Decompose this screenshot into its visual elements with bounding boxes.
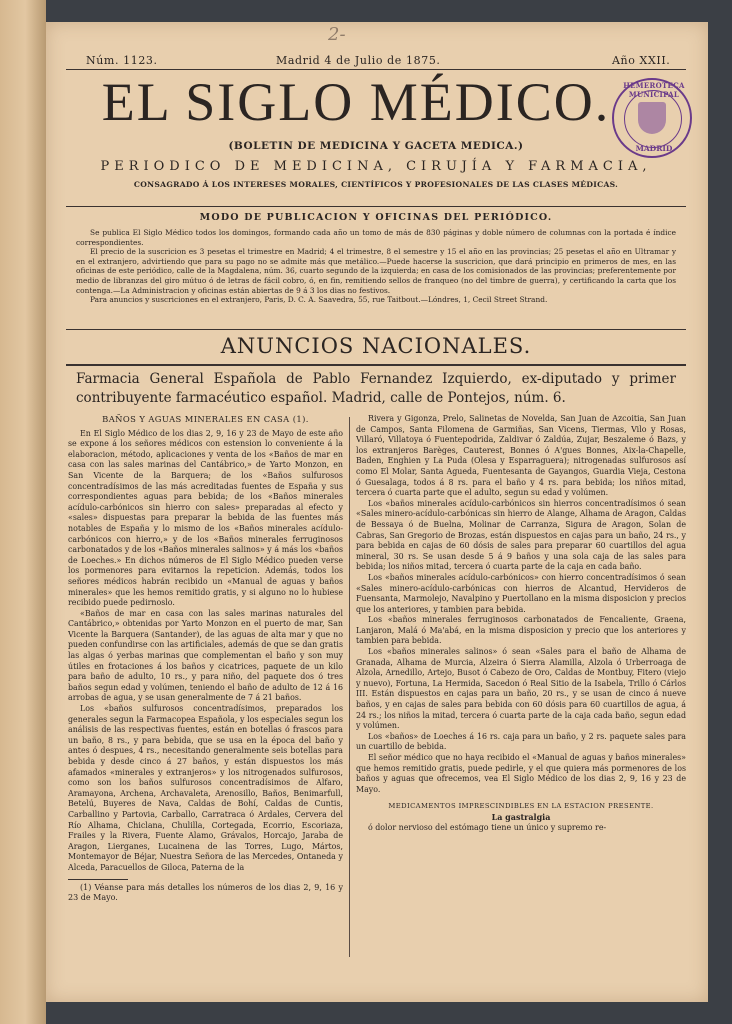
right-column	[356, 414, 686, 974]
coat-of-arms-icon	[638, 102, 666, 134]
modo-paragraph: El precio de la suscricion es 3 pesetas el trimestre en Madrid; 4 el trimestre, 8 el semestre y 15 el año en las provincias; 25 pesetas el año en Ultramar y en el extranjero, advirtiendo que para su pago no se admite más que metálico.—Puede hacerse la suscricion, que dará principio en primeros de mes, en las oficinas de este periódico, calle de la Magdalena, núm. 36, cuarto segundo de la izquierda; en casa de los comisionados de las provincias; preferentemente por medio de libranzas del giro mútuo ó de letras de fácil cobro, ó, en fin, remitiendo sellos de franqueo (no del timbre de guerra), y certificando la carta que los contenga.—La Administracion y oficinas están abiertas de 9 á 3 los dias no festivos.	[76, 247, 676, 295]
modo-paragraph: Se publica El Siglo Médico todos los domingos, formando cada año un tomo de más de 830 páginas y doble número de columnas con la portada é índice correspondientes.	[76, 228, 676, 247]
modo-section	[76, 228, 676, 305]
pharmacy-advert: Farmacia General Española de Pablo Fernandez Izquierdo, ex-diputado y primer contribuyente farmacéutico español. Madrid, calle de Pontejos, núm. 6.	[76, 371, 676, 406]
masthead-subtitle: (BOLETIN DE MEDICINA Y GACETA MEDICA.)	[228, 140, 524, 152]
masthead-dedication: CONSAGRADO Á LOS INTERESES MORALES, CIENTÍFICOS Y PROFESIONALES DE LAS CLASES MÉDICAS.	[133, 180, 619, 189]
stamp-text-bottom: MADRID	[635, 144, 673, 153]
issue-date: Madrid 4 de Julio de 1875.	[276, 54, 441, 67]
column-paragraph: En El Siglo Médico de los dias 2, 9, 16 y 23 de Mayo de este año se expone á los señores médicos con estension lo conveniente á la elaboracion, método, aplicaciones y venta de los «Baños de mar en casa con las sales marinas del Cantábrico,» de Yarto Monzon, en San Vicente de la Barquera; de los «Baños sulfurosos concentradísimos de las más acreditadas fuentes de España y sus correspondientes aguas para bebida; de los «Baños minerales acídulo-carbónicos sin hierro con sales» preparadas al efecto y «sales» dispuestas para preparar la bebida de las fuentes más notables de España y lo mismo de los «Baños minerales acídulo-carbónicos con hierro,» y de los «Baños minerales ferruginosos carbonatados y de los «Baños minerales salinos» y á más los «baños de Loeches.» En dichos números de El Siglo Médico pueden verse los pormenores para evitarnos la repeticion. Además, todos los señores médicos habrán recibido un «Manual de aguas y baños minerales» que les hemos remitido gratis, y si alguno no lo hubiese recibido puede pedirnoslo.	[68, 428, 343, 608]
column-paragraph: Los «baños sulfurosos concentradísimos, preparados los generales segun la Farmacopea Española, y los especiales segun los análisis de las respectivas fuentes, están en botellas ó frascos para un baño, 8 rs., y para bebida, que se usa en la época del baño y antes ó despues, 4 rs., necesitando generalmente seis botellas para bebida y desde cinco á 27 baños, y están dispuestos los más afamados «minerales y extranjeros» y los nitrogenados sulfurosos, como son los baños sulfurosos concentradísimos de Alfaro, Aramayona, Archena, Archavaleta, Arenosillo, Baños, Benimarfull, Betelú, Buyeres de Nava, Caldas de Bohí, Caldas de Cuntis, Carballino y Partovia, Carballo, Carratraca ó Ardales, Cervera del Río Alhama, Chiclana, Chulilla, Cortegada, Ecorrio, Escoriaza, Frailes y la Rivera, Fuente Alamo, Grávalos, Horcajo, Jaraba de Aragon, Lierganes, Lucainena de las Torres, Lugo, Mártos, Montemayor de Béjar, Nuestra Señora de las Mercedes, Ontaneda y Alceda, Paracuellos de Giloca, Paterna de la	[68, 704, 343, 872]
column-divider	[349, 417, 350, 957]
issue-number: Núm. 1123.	[86, 54, 158, 67]
medicines-subheading: La gastralgia	[491, 811, 551, 822]
newspaper-page	[46, 22, 708, 1002]
column-paragraph: Los «baños minerales ferruginosos carbonatados de Fencaliente, Graena, Lanjaron, Malá ó Ma'abá, en la misma disposicion y precio que los anteriores y tambien para bebida.	[356, 615, 686, 646]
column-paragraph: ó dolor nervioso del estómago tiene un único y supremo re-	[368, 822, 607, 832]
stamp-text-top: HEMEROTECA MUNICIPAL	[623, 81, 685, 99]
modo-top-rule	[66, 206, 686, 207]
modo-heading: MODO DE PUBLICACION Y OFICINAS DEL PERIÓDICO.	[199, 212, 553, 223]
modo-bottom-rule	[66, 329, 686, 330]
modo-paragraph: Para anuncios y suscriciones en el extranjero, Paris, D. C. A. Saavedra, 55, rue Taitbout.—Lóndres, 1, Cecil Street Strand.	[90, 295, 548, 305]
issue-year: Año XXII.	[612, 54, 671, 67]
column-paragraph: Los «baños» de Loeches á 16 rs. caja para un baño, y 2 rs. paquete sales para un cuartillo de bebida.	[356, 731, 686, 752]
column-paragraph: Rivera y Gigonza, Prelo, Salinetas de Novelda, San Juan de Azcoitia, San Juan de Campos, Santa Filomena de Garmiñas, San Vicens, Tiermas, Vilo y Rosas, Villaró, Villatoya ó Fuentepodrida, Zaldivar ó Zaldúa, Zujar, Beszaleme ó Bazs, y los extranjeros Barèges, Cauterest, Bonnes ó A'gues Bonnes, Aix-la-Chapelle, Baden, Enghien y La Puda (Olesa y Esparraguera); nitrogenadas sulfurosos así como El Molar, Santa Agueda, Fuentesanta de Gayangos, Guardia Vieja, Cestona ó Guesalaga, todos á 8 rs. para el baño y 4 rs. para bebida; los niños mitad, tercera ó cuarta parte que el adulto, segun su edad y volúmen.	[356, 414, 686, 498]
masthead-tagline: PERIODICO DE MEDICINA, CIRUJÍA Y FARMACIA,	[100, 159, 652, 174]
library-stamp	[612, 78, 692, 158]
handwritten-note: 2-	[328, 24, 346, 45]
book-binding-edge	[0, 0, 46, 1024]
column-paragraph: El señor médico que no haya recibido el «Manual de aguas y baños minerales» que hemos remitido gratis, puede pedirle, y el que quiera más pormenores de los baños y aguas que ofrecemos, vea El Siglo Médico de los dias 2, 9, 16 y 23 de Mayo.	[356, 753, 686, 794]
section-heading: ANUNCIOS NACIONALES.	[220, 334, 532, 358]
footnote: (1) Véanse para más detalles los números de los dias 2, 9, 16 y 23 de Mayo.	[68, 882, 343, 903]
left-column	[68, 414, 343, 974]
column-heading: BAÑOS Y AGUAS MINERALES EN CASA (1).	[102, 414, 309, 424]
column-paragraph: Los «baños minerales acídulo-carbónicos» con hierro concentradísimos ó sean «Sales minero-acídulo-carbónicas con hierros de Alcantud, Hervideros de Fuensanta, Marmolejo, Navalpino y Puertollano en la misma disposicion y precios que los anteriores, y tambien para bebida.	[356, 572, 686, 614]
column-paragraph: Los «baños minerales salinos» ó sean «Sales para el baño de Alhama de Granada, Alhama de Murcia, Alzeira ó Sierra Alamilla, Alzola ó Urberroaga de Alzola, Arnedillo, Artejo, Busot ó Cabezo de Oro, Caldas de Montbuy, Fitero (viejo y nuevo), Fortuna, La Hermida, Sacedon ó Real Sitio de la Isabela, Trillo ó Cárlos III. Están dispuestos en cajas para un baño, 20 rs., y se usan de cinco á nueve baños, y en cajas de sales para bebida con 60 dósis para 60 cuartillos de agua, á 24 rs.; los niños la mitad, tercera ó cuarta parte de la caja cada baño, segun edad y volúmen.	[356, 647, 686, 731]
column-paragraph: «Baños de mar en casa con las sales marinas naturales del Cantábrico,» obtenidas por Yarto Monzon en el puerto de mar, San Vicente la Barquera (Santander), de las aguas de alta mar y que no pueden confundirse con las artificiales, además de que se dan gratis las algas ó yerbas marinas que complementan el baño y son muy útiles en frotaciones á los baños y cicatrices, paquete de un kilo para baño de adulto, 10 rs., y para niño, del paquete dos ó tres baños segun edad y volúmen, teniendo el baño de adulto de 12 á 16 arrobas de agua, y se usan generalmente de 7 á 21 baños.	[68, 608, 343, 703]
medicines-heading: MEDICAMENTOS IMPRESCINDIBLES EN LA ESTACION PRESENTE.	[388, 802, 654, 811]
header-rule	[66, 69, 686, 70]
anuncios-rule	[66, 364, 686, 366]
column-paragraph: Los «baños minerales acídulo-carbónicos sin hierros concentradísimos ó sean «Sales minero-acídulo-carbónicas sin hierro de Alange, Alhama de Aragon, Caldas de Bessaya ó de Buelna, Molinar de Carranza, Sigura de Aragon, Solan de Cabras, San Gregorio de Brozas, están dispuestos en cajas para un baño, 24 rs., y para bebida en cajas de 60 dósis de sales para preparar 60 cuartillos del agua mineral, 30 rs. Se usan desde 5 á 9 baños y una sola caja de las sales para bebida; los niños mitad, tercera ó cuarta parte de la caja en cada baño.	[356, 498, 686, 572]
masthead-title: EL SIGLO MÉDICO.	[101, 72, 611, 132]
footnote-rule	[68, 879, 128, 880]
